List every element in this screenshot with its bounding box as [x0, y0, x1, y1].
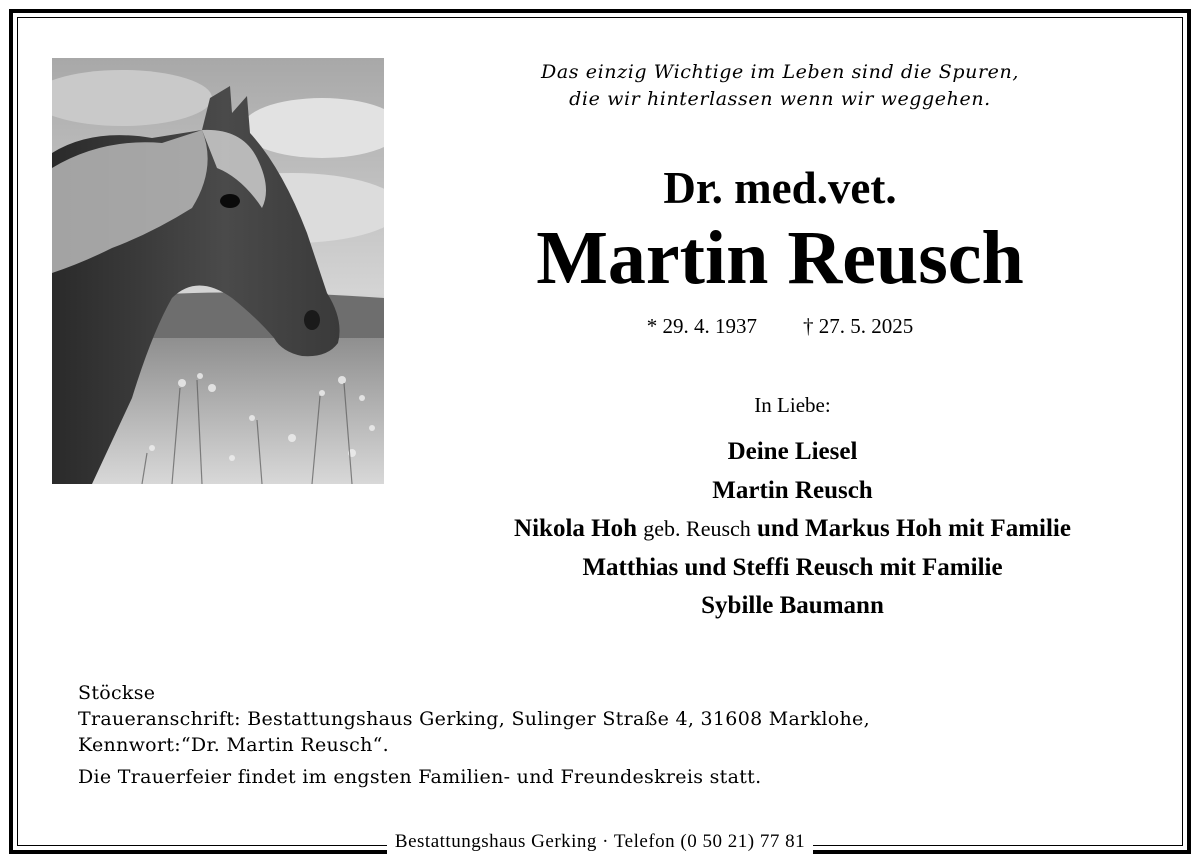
ceremony-note: Die Trauerfeier findet im engsten Familien- und Freundeskreis statt. — [78, 766, 762, 788]
funeral-home-contact: Bestattungshaus Gerking · Telefon (0 50 21) 77 81 — [387, 829, 813, 855]
footer-bar — [17, 829, 1183, 855]
deceased-name: Martin Reusch — [536, 216, 1024, 300]
life-dates — [420, 313, 1140, 339]
mourner-line: Sybille Baumann — [701, 592, 884, 619]
keyword-line: Kennwort:“Dr. Martin Reusch“. — [78, 734, 389, 756]
mourners-list — [420, 433, 1165, 626]
mourner-line — [420, 510, 1165, 549]
mourners-intro: In Liebe: — [754, 393, 831, 417]
academic-title: Dr. med.vet. — [663, 163, 897, 213]
notice-info — [78, 680, 1078, 790]
mourner-line: Matthias und Steffi Reusch mit Familie — [582, 553, 1003, 581]
death-date: † 27. 5. 2025 — [803, 314, 914, 338]
motto-quote — [420, 59, 1140, 113]
mourner-line: Martin Reusch — [712, 476, 873, 504]
maiden-name: geb. Reusch — [643, 516, 751, 541]
place-name: Stöckse — [78, 682, 156, 704]
birth-date: * 29. 4. 1937 — [646, 314, 757, 338]
mourning-address: Traueranschrift: Bestattungshaus Gerking, Sulinger Straße 4, 31608 Marklohe, — [78, 708, 870, 730]
mourner-line: Deine Liesel — [727, 438, 858, 465]
mourner-name: Nikola Hoh — [514, 515, 637, 542]
motto-line-1: Das einzig Wichtige im Leben sind die Spuren, — [541, 61, 1019, 83]
mourner-partner: und Markus Hoh mit Familie — [757, 515, 1071, 542]
horse-photo — [52, 58, 384, 484]
motto-line-2: die wir hinterlassen wenn wir weggehen. — [569, 88, 991, 110]
